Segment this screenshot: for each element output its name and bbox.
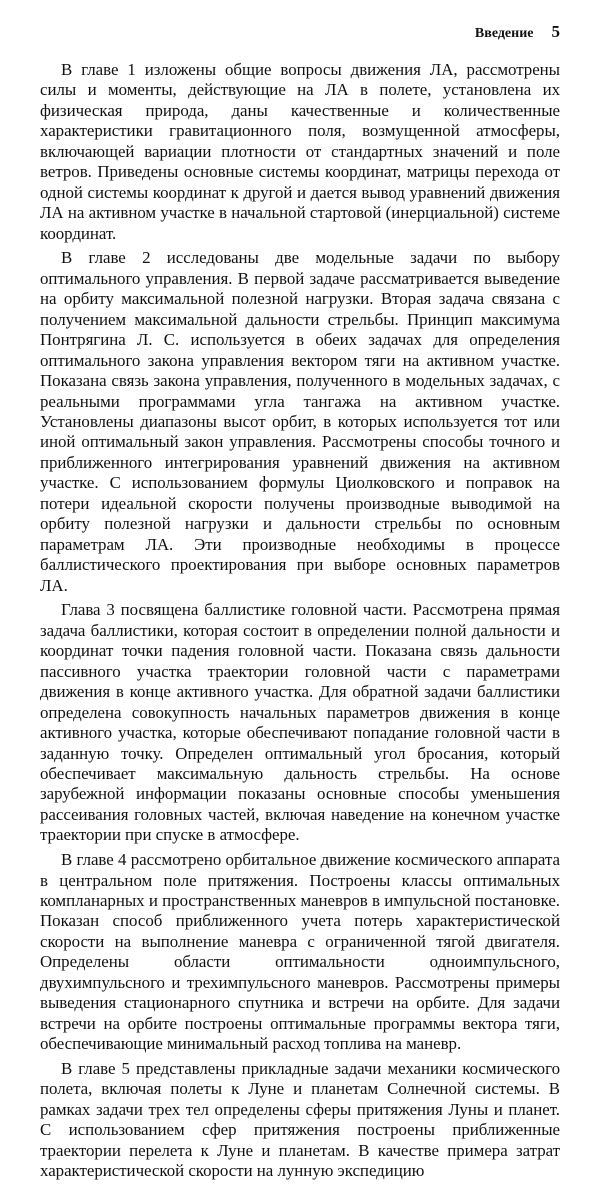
page-body — [40, 60, 560, 1186]
running-header — [475, 22, 560, 42]
page-number: 5 — [551, 22, 560, 41]
paragraph-chapter-5: В главе 5 представлены прикладные задачи механики космического полета, включая полеты к Луне и планетам Солнечной системы. В рамках задачи трех тел определены сферы притяжения Луны и планет. С использованием сфер притяжения построены приближенные траектории перелета к Луне и планетам. В качестве примера затрат характеристической скорости на лунную экспедицию — [40, 1058, 560, 1181]
paragraph-chapter-3: Глава 3 посвящена баллистике головной части. Рассмотрена прямая задача баллистики, которая состоит в определении полной дальности и координат точки падения головной части. Показана связь дальности пассивного участка траектории головной части с параметрами движения в конце активного участка. Для обратной задачи баллистики определена совокупность начальных параметров движения в конце активного участка, которые обеспечивают попадание головной части в заданную точку. Определен оптимальный угол бросания, который обеспечивает максимальную дальность стрельбы. На основе зарубежной информации показаны основные способы уменьшения рассеивания головных частей, включая наведение на конечном участке траектории при спуске в атмосфере. — [40, 600, 560, 845]
paragraph-chapter-4: В главе 4 рассмотрено орбитальное движение космического аппарата в центральном поле притяжения. Построены классы оптимальных компланарных и пространственных маневров в импульсной постановке. Показан способ приближенного учета потерь характеристической скорости на выполнение маневра с ограниченной тягой двигателя. Определены области оптимальности одноимпульсного, двухимпульсного и трехимпульсного маневров. Рассмотрены примеры выведения стационарного спутника и встречи на орбите. Для задачи встречи на орбите построены оптимальные программы вектора тяги, обеспечивающие минимальный расход топлива на маневр. — [40, 850, 560, 1054]
paragraph-chapter-2: В главе 2 исследованы две модельные задачи по выбору оптимального управления. В первой задаче рассматривается выведение на орбиту максимальной полезной нагрузки. Вторая задача связана с получением максимальной дальности стрельбы. Принцип максимума Понтрягина Л. С. используется в обеих задачах для определения оптимального закона управления вектором тяги на активном участке. Показана связь закона управления, полученного в модельных задачах, с реальными программами угла тангажа на активном участке. Установлены диапазоны высот орбит, в которых используется тот или иной оптимальный закон управления. Рассмотрены способы точного и приближенного интегрирования уравнений движения на активном участке. С использованием формулы Циолковского и поправок на потери идеальной скорости получены производные выводимой на орбиту полезной нагрузки и дальности стрельбы по основным параметрам ЛА. Эти производные необходимы в процессе баллистического проектирования при выборе основных параметров ЛА. — [40, 248, 560, 595]
running-head-title: Введение — [474, 26, 534, 41]
paragraph-chapter-1: В главе 1 изложены общие вопросы движения ЛА, рассмотрены силы и моменты, действующие на ЛА в полете, установлена их физическая природа, даны качественные и количественные характеристики гравитационного поля, возмущенной атмосферы, включающей вариации плотности от стандартных значений и поле ветров. Приведены основные системы координат, матрицы перехода от одной системы координат к другой и дается вывод уравнений движения ЛА на активном участке в начальной стартовой (инерциальной) системе координат. — [40, 60, 560, 243]
